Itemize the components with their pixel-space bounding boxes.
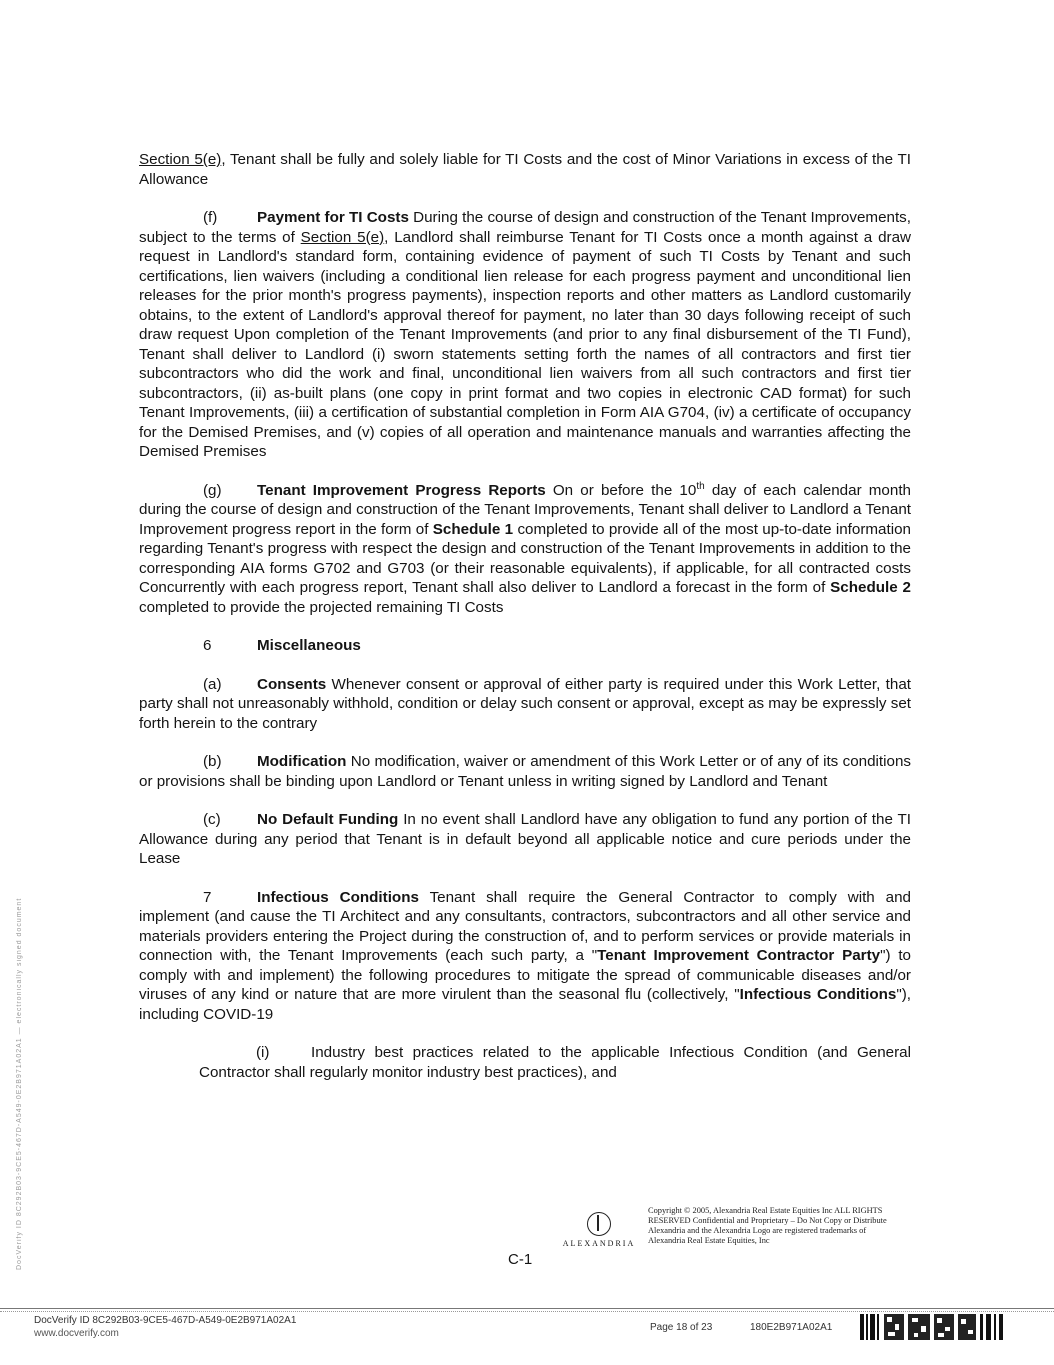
footer-rule bbox=[0, 1308, 1054, 1310]
alexandria-logo-icon bbox=[587, 1212, 611, 1236]
heading-a: Consents bbox=[257, 675, 327, 693]
heading-f: Payment for TI Costs bbox=[257, 209, 409, 226]
section-ref: Section 5(e) bbox=[139, 151, 222, 168]
page-counter: Page 18 of 23 bbox=[650, 1322, 713, 1333]
paragraph-i: (i) Industry best practices related to the applicable Infectious Condition (and General Contractor shall regularly monitor industry best practices), and bbox=[199, 1044, 911, 1081]
side-margin-text: DocVerify ID 8C292B03-9CE5-467D-A549-0E2B971A02A1 — electronically signed document bbox=[16, 897, 23, 1270]
copyright-notice: Copyright © 2005, Alexandria Real Estate Equities Inc ALL RIGHTS RESERVED Confidential and Proprietary – Do Not Copy or Distribute Alexandria and the Alexandria Logo are registered trademarks of Alexandria Real Estate Equities, Inc bbox=[648, 1206, 887, 1245]
section-ref: Section 5(e) bbox=[300, 228, 385, 246]
paragraph-b: (b) Modification No modification, waiver or amendment of this Work Letter or of any of its conditions or provisions shall be binding upon Landlord or Tenant unless in writing signed by Landlord and Tenant bbox=[139, 753, 911, 790]
heading-7: Infectious Conditions bbox=[257, 888, 419, 906]
docverify-id: DocVerify ID 8C292B03-9CE5-467D-A549-0E2B971A02A1 bbox=[34, 1315, 297, 1326]
paragraph-c: (c) No Default Funding In no event shall Landlord have any obligation to fund any portion of the TI Allowance during any period that Tenant is in default beyond all applicable notice and cure periods under the Lease bbox=[139, 811, 911, 867]
heading-b: Modification bbox=[257, 753, 347, 770]
section-6-heading: 6 Miscellaneous bbox=[203, 637, 361, 654]
barcode-icon bbox=[860, 1312, 1005, 1342]
heading-g: Tenant Improvement Progress Reports bbox=[257, 481, 546, 499]
document-code: 180E2B971A02A1 bbox=[750, 1322, 833, 1333]
heading-c: No Default Funding bbox=[257, 811, 399, 828]
paragraph-f: (f) Payment for TI Costs During the course of design and construction of the Tenant Improvements, subject to the terms of Section 5(e), Landlord shall reimburse Tenant for TI Costs once a month against a draw request in Landlord's standard form, containing evidence of payment of such TI Costs by Tenant and such certifications, lien waivers (including a conditional lien release for each progress payment and unconditional lien releases for the prior month's progress payments), inspection reports and other matters as Landlord customarily obtains, to the extent of Landlord's approval thereof for payment, no later than 30 days following receipt of such draw request Upon completion of the Tenant Improvements (and prior to any final disbursement of the TI Fund), Tenant shall deliver to Landlord (i) sworn statements setting forth the names of all contractors and first tier subcontractors who did the work and final, unconditional lien waivers from all such contractors and first tier subcontractors, (ii) as-built plans (one copy in print format and two copies in electronic CAD format) for such Tenant Improvements, (iii) a certification of substantial completion in Form AIA G704, (iv) a certificate of occupancy for the Demised Premises, and (v) copies of all operation and maintenance manuals and warranties affecting the Demised Premises bbox=[139, 209, 912, 460]
paragraph-continuation: Section 5(e), Tenant shall be fully and solely liable for TI Costs and the cost of Minor Variations in excess of the TI Allowance bbox=[139, 151, 911, 188]
docverify-link[interactable]: www.docverify.com bbox=[34, 1328, 119, 1339]
section-7: 7 Infectious Conditions Tenant shall require the General Contractor to comply with and implement (and cause the TI Architect and any consultants, contractors, subcontractors and all other service and materials providers entering the Project during the construction of, and to perform services or provide materials in connection with, the Tenant Improvements (each such party, a "Tenant Improvement Contractor Party") to comply with and implement) the following procedures to mitigate the spread of communicable diseases and/or viruses of any kind or nature that are more virulent than the seasonal flu (collectively, "Infectious Conditions"), including COVID-19 bbox=[139, 888, 911, 1023]
page-label: C-1 bbox=[508, 1251, 533, 1268]
document-body bbox=[139, 150, 911, 1082]
paragraph-g: (g) Tenant Improvement Progress Reports On or before the 10th day of each calendar month during the course of design and construction of the Tenant Improvements, Tenant shall deliver to Landlord a Tenant Improvement progress report in the form of Schedule 1 completed to provide all of the most up-to-date information regarding Tenant's progress with respect the design and construction of the Tenant Improvements in addition to the corresponding AIA forms G702 and G703 (or their reasonable equivalents), if applicable, for all contracted costs Concurrently with each progress report, Tenant shall also deliver to Landlord a forecast in the form of Schedule 2 completed to provide the projected remaining TI Costs bbox=[139, 480, 912, 616]
alexandria-logo: ALEXANDRIA bbox=[556, 1212, 642, 1248]
paragraph-a: (a) Consents Whenever consent or approval of either party is required under this Work Letter, that party shall not unreasonably withhold, condition or delay such consent or approval, except as may be expressly set forth herein to the contrary bbox=[139, 675, 911, 732]
